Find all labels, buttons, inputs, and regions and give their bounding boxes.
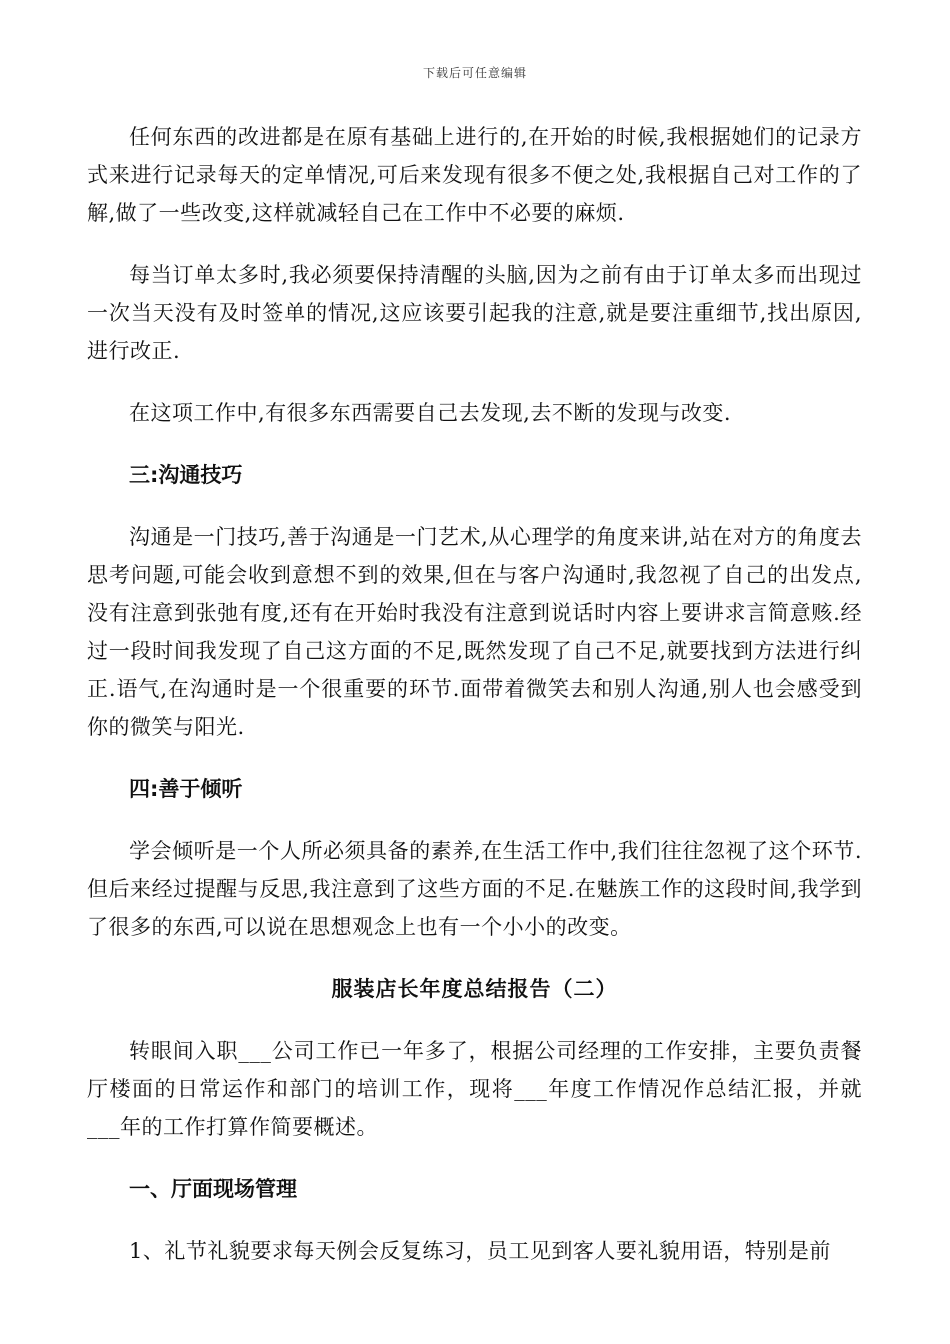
paragraph-communication: 沟通是一门技巧,善于沟通是一门艺术,从心理学的角度来讲,站在对方的角度去思考问题,可能会收到意想不到的效果,但在与客户沟通时,我忽视了自己的出发点,没有注意到张弛有度,还有在开始时我没有注意到说话时内容上要讲求言简意赅.经过一段时间我发现了自己这方面的不足,既然发现了自己不足,就要找到方法进行纠正.语气,在沟通时是一个很重要的环节.面带着微笑去和别人沟通,别人也会感受到你的微笑与阳光.	[87, 525, 862, 739]
paragraph-intro: 转眼间入职___公司工作已一年多了，根据公司经理的工作安排，主要负责餐厅楼面的日常运作和部门的培训工作，现将___年度工作情况作总结汇报，并就___年的工作打算作简要概述。	[87, 1039, 862, 1139]
section-heading-communication: 三:沟通技巧	[129, 463, 243, 487]
paragraph-improvement: 任何东西的改进都是在原有基础上进行的,在开始的时候,我根据她们的记录方式来进行记录每天的定单情况,可后来发现有很多不便之处,我根据自己对工作的了解,做了一些改变,这样就减轻自己在工作中不必要的麻烦.	[87, 125, 862, 225]
section-heading-floor-management: 一、厅面现场管理	[129, 1177, 297, 1201]
paragraph-discovery: 在这项工作中,有很多东西需要自己去发现,去不断的发现与改变.	[129, 401, 732, 425]
report-title: 服装店长年度总结报告（二）	[331, 977, 618, 1001]
paragraph-listening: 学会倾听是一个人所必须具备的素养,在生活工作中,我们往往忽视了这个环节.但后来经过提醒与反思,我注意到了这些方面的不足.在魅族工作的这段时间,我学到了很多的东西,可以说在思想观念上也有一个小小的改变。	[87, 839, 862, 939]
section-heading-listening: 四:善于倾听	[129, 777, 243, 801]
paragraph-orders: 每当订单太多时,我必须要保持清醒的头脑,因为之前有由于订单太多而出现过一次当天没有及时签单的情况,这应该要引起我的注意,就是要注重细节,找出原因,进行改正.	[87, 263, 862, 363]
page-header: 下载后可任意编辑	[422, 66, 527, 80]
paragraph-etiquette: 1、礼节礼貌要求每天例会反复练习，员工见到客人要礼貌用语，特别是前	[129, 1239, 831, 1263]
document-body	[87, 118, 862, 1286]
